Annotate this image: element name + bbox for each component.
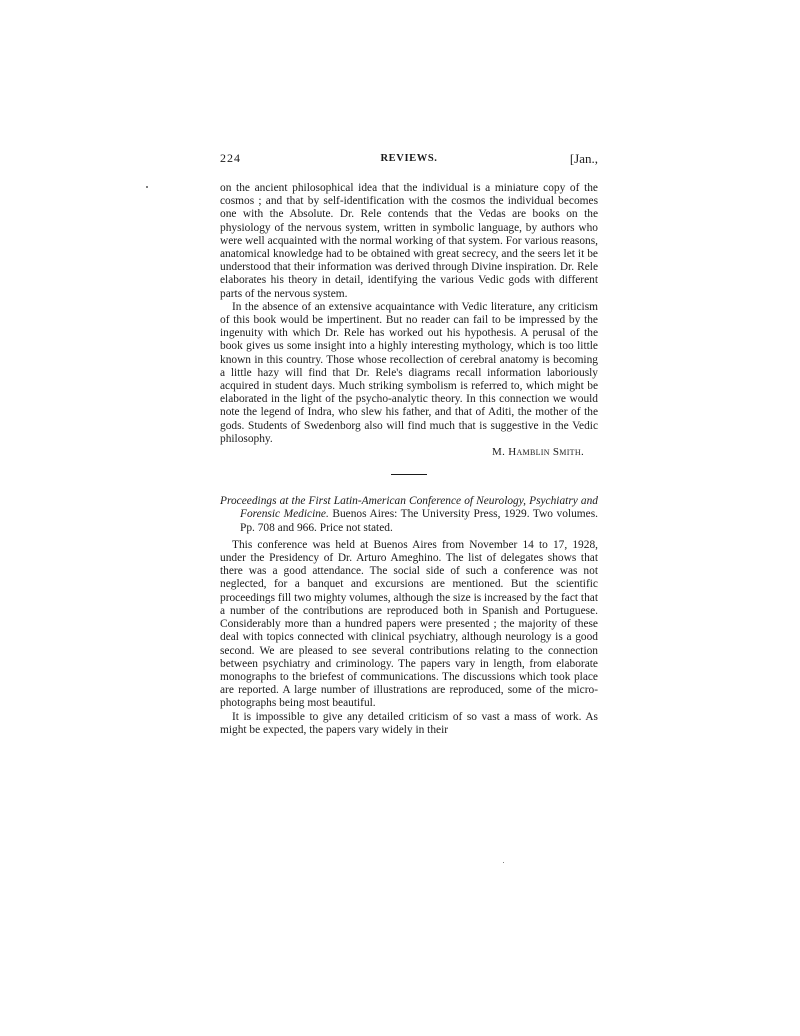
review-latin-american-conference — [220, 495, 598, 737]
review-rele-vedic-gods — [220, 182, 598, 459]
section-divider — [391, 474, 427, 475]
review-paragraph: It is impossible to give any detailed criticism of so vast a mass of work. As might be expected, the papers vary widely in their — [220, 710, 598, 736]
book-title: Proceedings at the First Latin-American Conference of Neurology, Psychiatry and Forensic Medicine. — [220, 495, 598, 521]
running-head — [220, 152, 598, 168]
section-title: REVIEWS. — [380, 153, 438, 164]
book-citation — [220, 495, 598, 535]
review-paragraph: This conference was held at Buenos Aires from November 14 to 17, 1928, under the Presidency of Dr. Arturo Ameghino. The list of delegates shows that there was a good attendance. The social side of such a conference was not neglected, for a banquet and excursions are mentioned. But the scientific proceedings fill two mighty volumes, although the size is increased by the fact that a number of the contributions are reproduced both in Spanish and Portuguese. Considerably more than a hundred papers were presented ; the majority of these deal with topics connected with clinical psychiatry, although neurology is a good second. We are pleased to see several contributions relating to the connection between psychiatry and criminology. The papers vary in length, from elaborate monographs to the briefest of communications. The discussions which took place are reported. A large number of illustrations are reproduced, some of the micro-photographs being most beautiful. — [220, 538, 598, 710]
journal-page — [220, 152, 598, 737]
reviewer-signature — [220, 446, 584, 459]
page-number: 224 — [220, 151, 241, 165]
reviewer-initial: M. — [492, 446, 506, 459]
reviewer-name: Hamblin Smith. — [508, 446, 584, 459]
scan-speck-left — [146, 186, 148, 188]
issue-date: [Jan., — [569, 151, 598, 166]
review-paragraph: In the absence of an extensive acquaintance with Vedic literature, any criticism of this book would be impertinent. But no reader can fail to be impressed by the ingenuity with which Dr. Rele has worked out his hypothesis. A perusal of the book gives us some insight into a highly interesting mythology, which is too little known in this country. Those whose recollection of cerebral anatomy is becoming a little hazy will find that Dr. Rele's diagrams recall information laboriously acquired in student days. Much striking symbolism is referred to, which might be elaborated in the light of the psycho-analytic theory. In this connection we would note the legend of Indra, who slew his father, and that of Aditi, the mother of the gods. Students of Swedenborg also will find much that is suggestive in the Vedic philosophy. — [220, 300, 598, 445]
scan-speck-bottom — [503, 862, 504, 863]
book-publication-details: Buenos Aires: The University Press, 1929. Two volumes. Pp. 708 and 966. Price not stated. — [240, 508, 598, 534]
review-paragraph: on the ancient philosophical idea that the individual is a miniature copy of the cosmos ; and that by self-identification with the cosmos the individual becomes one with the Absolute. Dr. Rele contends that the Vedas are books on the physiology of the nervous system, written in symbolic language, by authors who were well acquainted with the normal working of that system. For various reasons, anatomical knowledge had to be obtained with great secrecy, and the seers let it be understood that their information was derived through Divine inspiration. Dr. Rele elaborates his theory in detail, identifying the various Vedic gods with different parts of the nervous system. — [220, 182, 598, 300]
